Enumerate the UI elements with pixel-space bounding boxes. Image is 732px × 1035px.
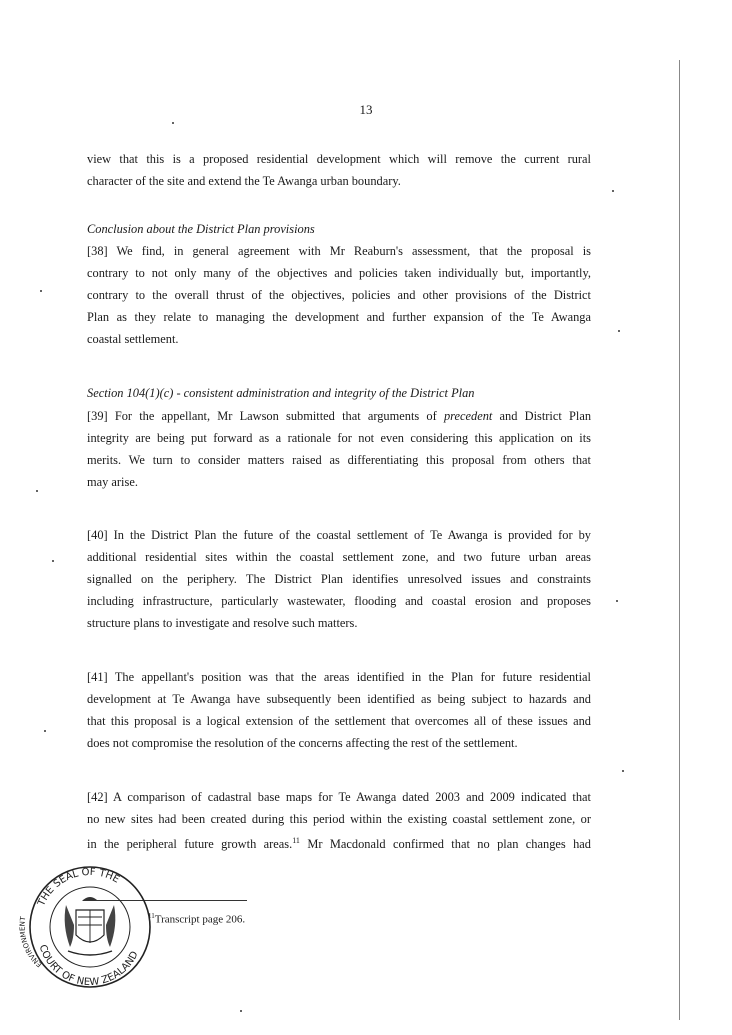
footnote-marker: 11 [292, 836, 300, 845]
intro-paragraph [87, 148, 591, 192]
footnote-marker: 11 [148, 912, 155, 920]
text-line: coastal settlement. [87, 332, 179, 346]
text-segment: [39] For the appellant, Mr Lawson submitted that arguments of [87, 409, 437, 423]
text-line: no new sites had been created during this period within the existing coastal settlement zone, or [87, 812, 591, 826]
text-line: character of the site and extend the Te Awanga urban boundary. [87, 174, 401, 188]
scan-speck [618, 330, 620, 332]
paragraph-39 [87, 405, 591, 493]
paragraph-40 [87, 524, 591, 634]
text-line: merits. We turn to consider matters raised as differentiating this proposal from others that [87, 453, 591, 467]
scan-speck [616, 600, 618, 602]
svg-text:THE SEAL OF THE: THE SEAL OF THE [36, 866, 122, 908]
text-line: that this proposal is a logical extension of the settlement that overcomes all of these issues and [87, 714, 591, 728]
text-line: contrary to the overall thrust of the objectives, policies and other provisions of the District [87, 288, 591, 302]
text-line: may arise. [87, 475, 138, 489]
scan-speck [240, 1010, 242, 1012]
text-line [87, 405, 591, 427]
text-line: signalled on the periphery. The District Plan identifies unresolved issues and constraints [87, 572, 591, 586]
text-line: additional residential sites within the coastal settlement zone, and two future urban areas [87, 550, 591, 564]
scan-speck [612, 190, 614, 192]
paragraph-38 [87, 240, 591, 350]
footnote-text [148, 912, 245, 926]
text-segment: and District Plan [499, 409, 592, 423]
paragraph-41 [87, 666, 591, 754]
text-line: [41] The appellant's position was that the areas identified in the Plan for future residential [87, 670, 591, 684]
text-line: integrity are being put forward as a rationale for not even considering this application on its [87, 431, 591, 445]
text-line: [38] We find, in general agreement with Mr Reaburn's assessment, that the proposal is [87, 244, 591, 258]
text-line: view that this is a proposed residential development which will remove the current rural [87, 152, 591, 166]
text-segment: in the peripheral future growth areas. [87, 837, 293, 852]
emphasis-text: precedent [443, 409, 493, 423]
court-seal-icon [18, 855, 158, 990]
text-line [87, 830, 591, 852]
section-heading: Conclusion about the District Plan provisions [87, 222, 315, 236]
scan-speck [40, 290, 42, 292]
scan-speck [622, 770, 624, 772]
text-line: [40] In the District Plan the future of the coastal settlement of Te Awanga is provided for by [87, 528, 591, 542]
scan-speck [172, 122, 174, 124]
scan-speck [44, 730, 46, 732]
text-line: does not compromise the resolution of the concerns affecting the rest of the settlement. [87, 736, 518, 750]
scan-speck [52, 560, 54, 562]
svg-text:COURT OF NEW ZEALAND: COURT OF NEW ZEALAND [36, 943, 141, 989]
text-line: including infrastructure, particularly wastewater, flooding and coastal erosion and proposes [87, 594, 591, 608]
text-line: development at Te Awanga have subsequently been identified as being subject to hazards and [87, 692, 591, 706]
text-line: contrary to not only many of the objectives and policies taken individually but, importantly, [87, 266, 591, 280]
footnote-body: Transcript page 206. [154, 913, 246, 926]
page-number: 13 [359, 102, 373, 117]
scan-speck [36, 490, 38, 492]
text-segment: Mr Macdonald confirmed that no plan changes had [299, 837, 591, 852]
text-line: structure plans to investigate and resolve such matters. [87, 616, 358, 630]
text-line: [42] A comparison of cadastral base maps for Te Awanga dated 2003 and 2009 indicated that [87, 790, 591, 804]
svg-text:ENVIRONMENT: ENVIRONMENT [18, 916, 44, 969]
text-line: Plan as they relate to managing the development and further expansion of the Te Awanga [87, 310, 591, 324]
scan-edge-line [679, 60, 680, 1020]
section-heading: Section 104(1)(c) - consistent administration and integrity of the District Plan [87, 386, 475, 400]
paragraph-42 [87, 786, 591, 852]
